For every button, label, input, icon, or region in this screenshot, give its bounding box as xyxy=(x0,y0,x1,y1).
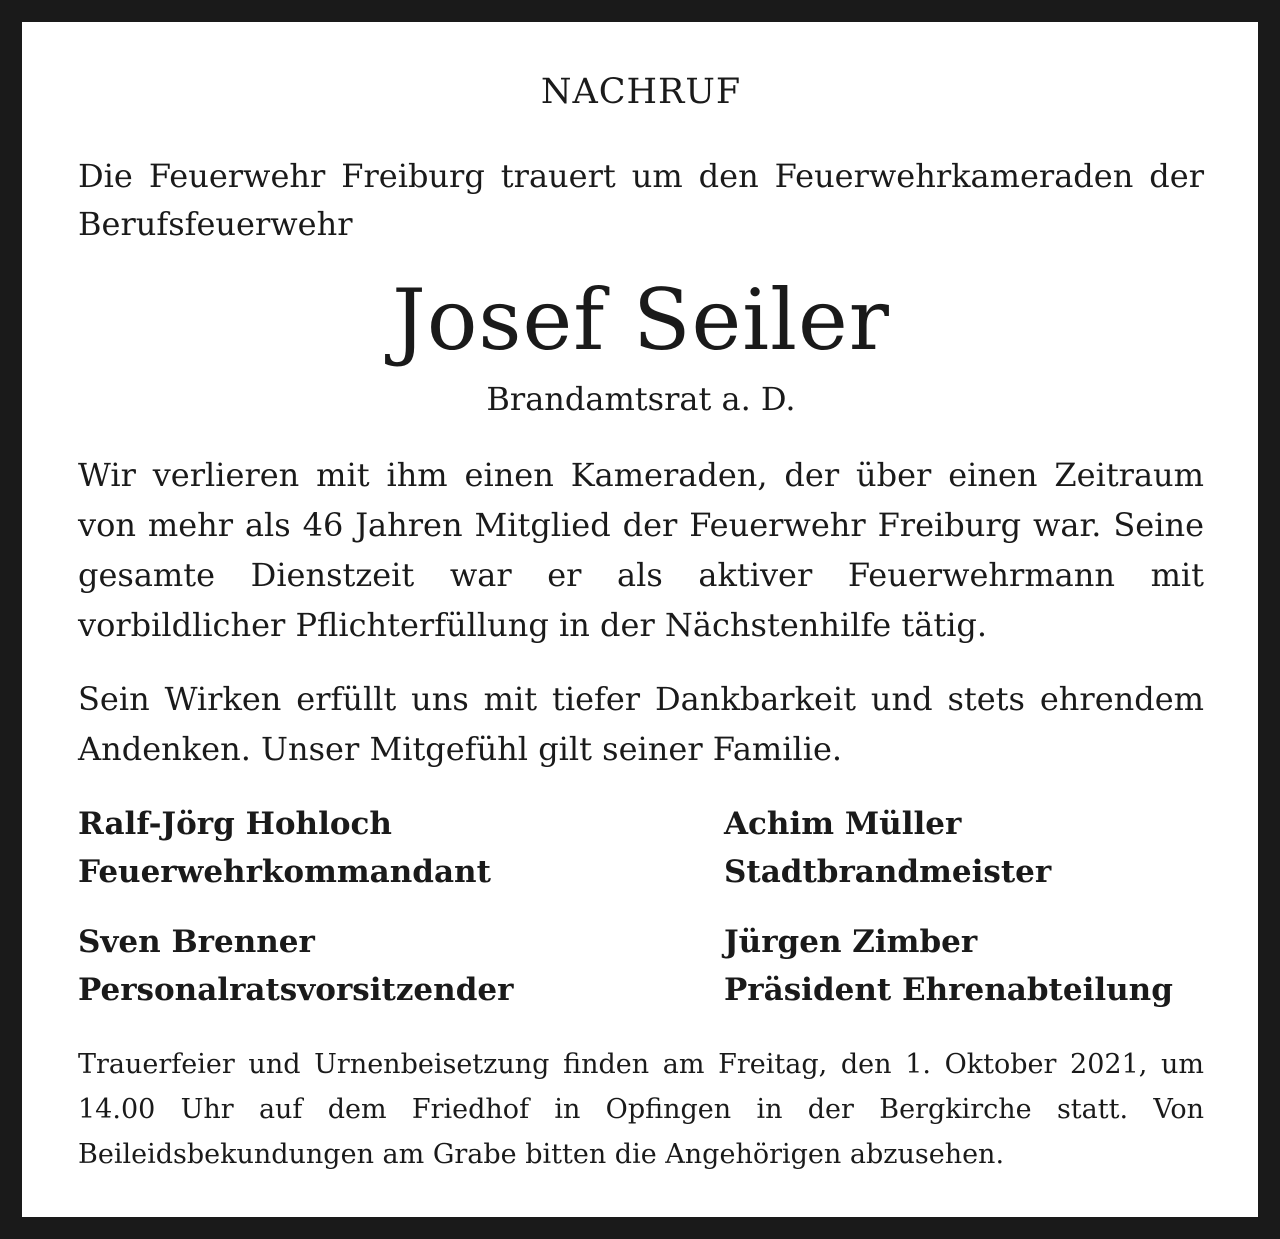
signatory-name: Achim Müller xyxy=(724,806,962,842)
signatory-name: Ralf-Jörg Hohloch xyxy=(78,806,392,842)
paragraph-gratitude: Sein Wirken erfüllt uns mit tiefer Dankbarkeit und stets ehrendem Andenken. Unser Mitgefühl gilt seiner Familie. xyxy=(78,680,1204,768)
signatory-name: Sven Brenner xyxy=(78,924,315,960)
signatory xyxy=(724,918,1173,1014)
intro-text: Die Feuerwehr Freiburg trauert um den Feuerwehrkameraden der Berufsfeuerwehr xyxy=(78,157,1204,243)
signatory-title: Personalratsvorsitzender xyxy=(78,972,514,1008)
signatory-name: Jürgen Zimber xyxy=(724,924,978,960)
deceased-name: Josef Seiler xyxy=(392,271,890,369)
signatory xyxy=(78,918,513,1014)
notice-heading: NACHRUF xyxy=(540,72,742,112)
obituary-notice xyxy=(22,22,1258,1217)
signatory-title: Präsident Ehrenabteilung xyxy=(724,972,1173,1008)
signatory-title: Feuerwehrkommandant xyxy=(78,854,491,890)
funeral-information: Trauerfeier und Urnenbeisetzung finden am Freitag, den 1. Oktober 2021, um 14.00 Uhr auf dem Friedhof in Opfingen in der Bergkirche statt. Von Beileidsbekundungen am Grabe bitten die Angehörigen abzusehen. xyxy=(78,1049,1204,1170)
notice-content xyxy=(78,22,1204,1217)
signatory xyxy=(78,800,491,896)
deceased-rank: Brandamtsrat a. D. xyxy=(486,380,796,418)
paragraph-tribute: Wir verlieren mit ihm einen Kameraden, der über einen Zeitraum von mehr als 46 Jahren Mitglied der Feuerwehr Freiburg war. Seine gesamte Dienstzeit war er als aktiver Feuerwehrmann mit vorbildlicher Pflichterfüllung in der Nächstenhilfe tätig. xyxy=(78,456,1204,644)
signatory-title: Stadtbrandmeister xyxy=(724,854,1052,890)
signatory xyxy=(724,800,1051,896)
